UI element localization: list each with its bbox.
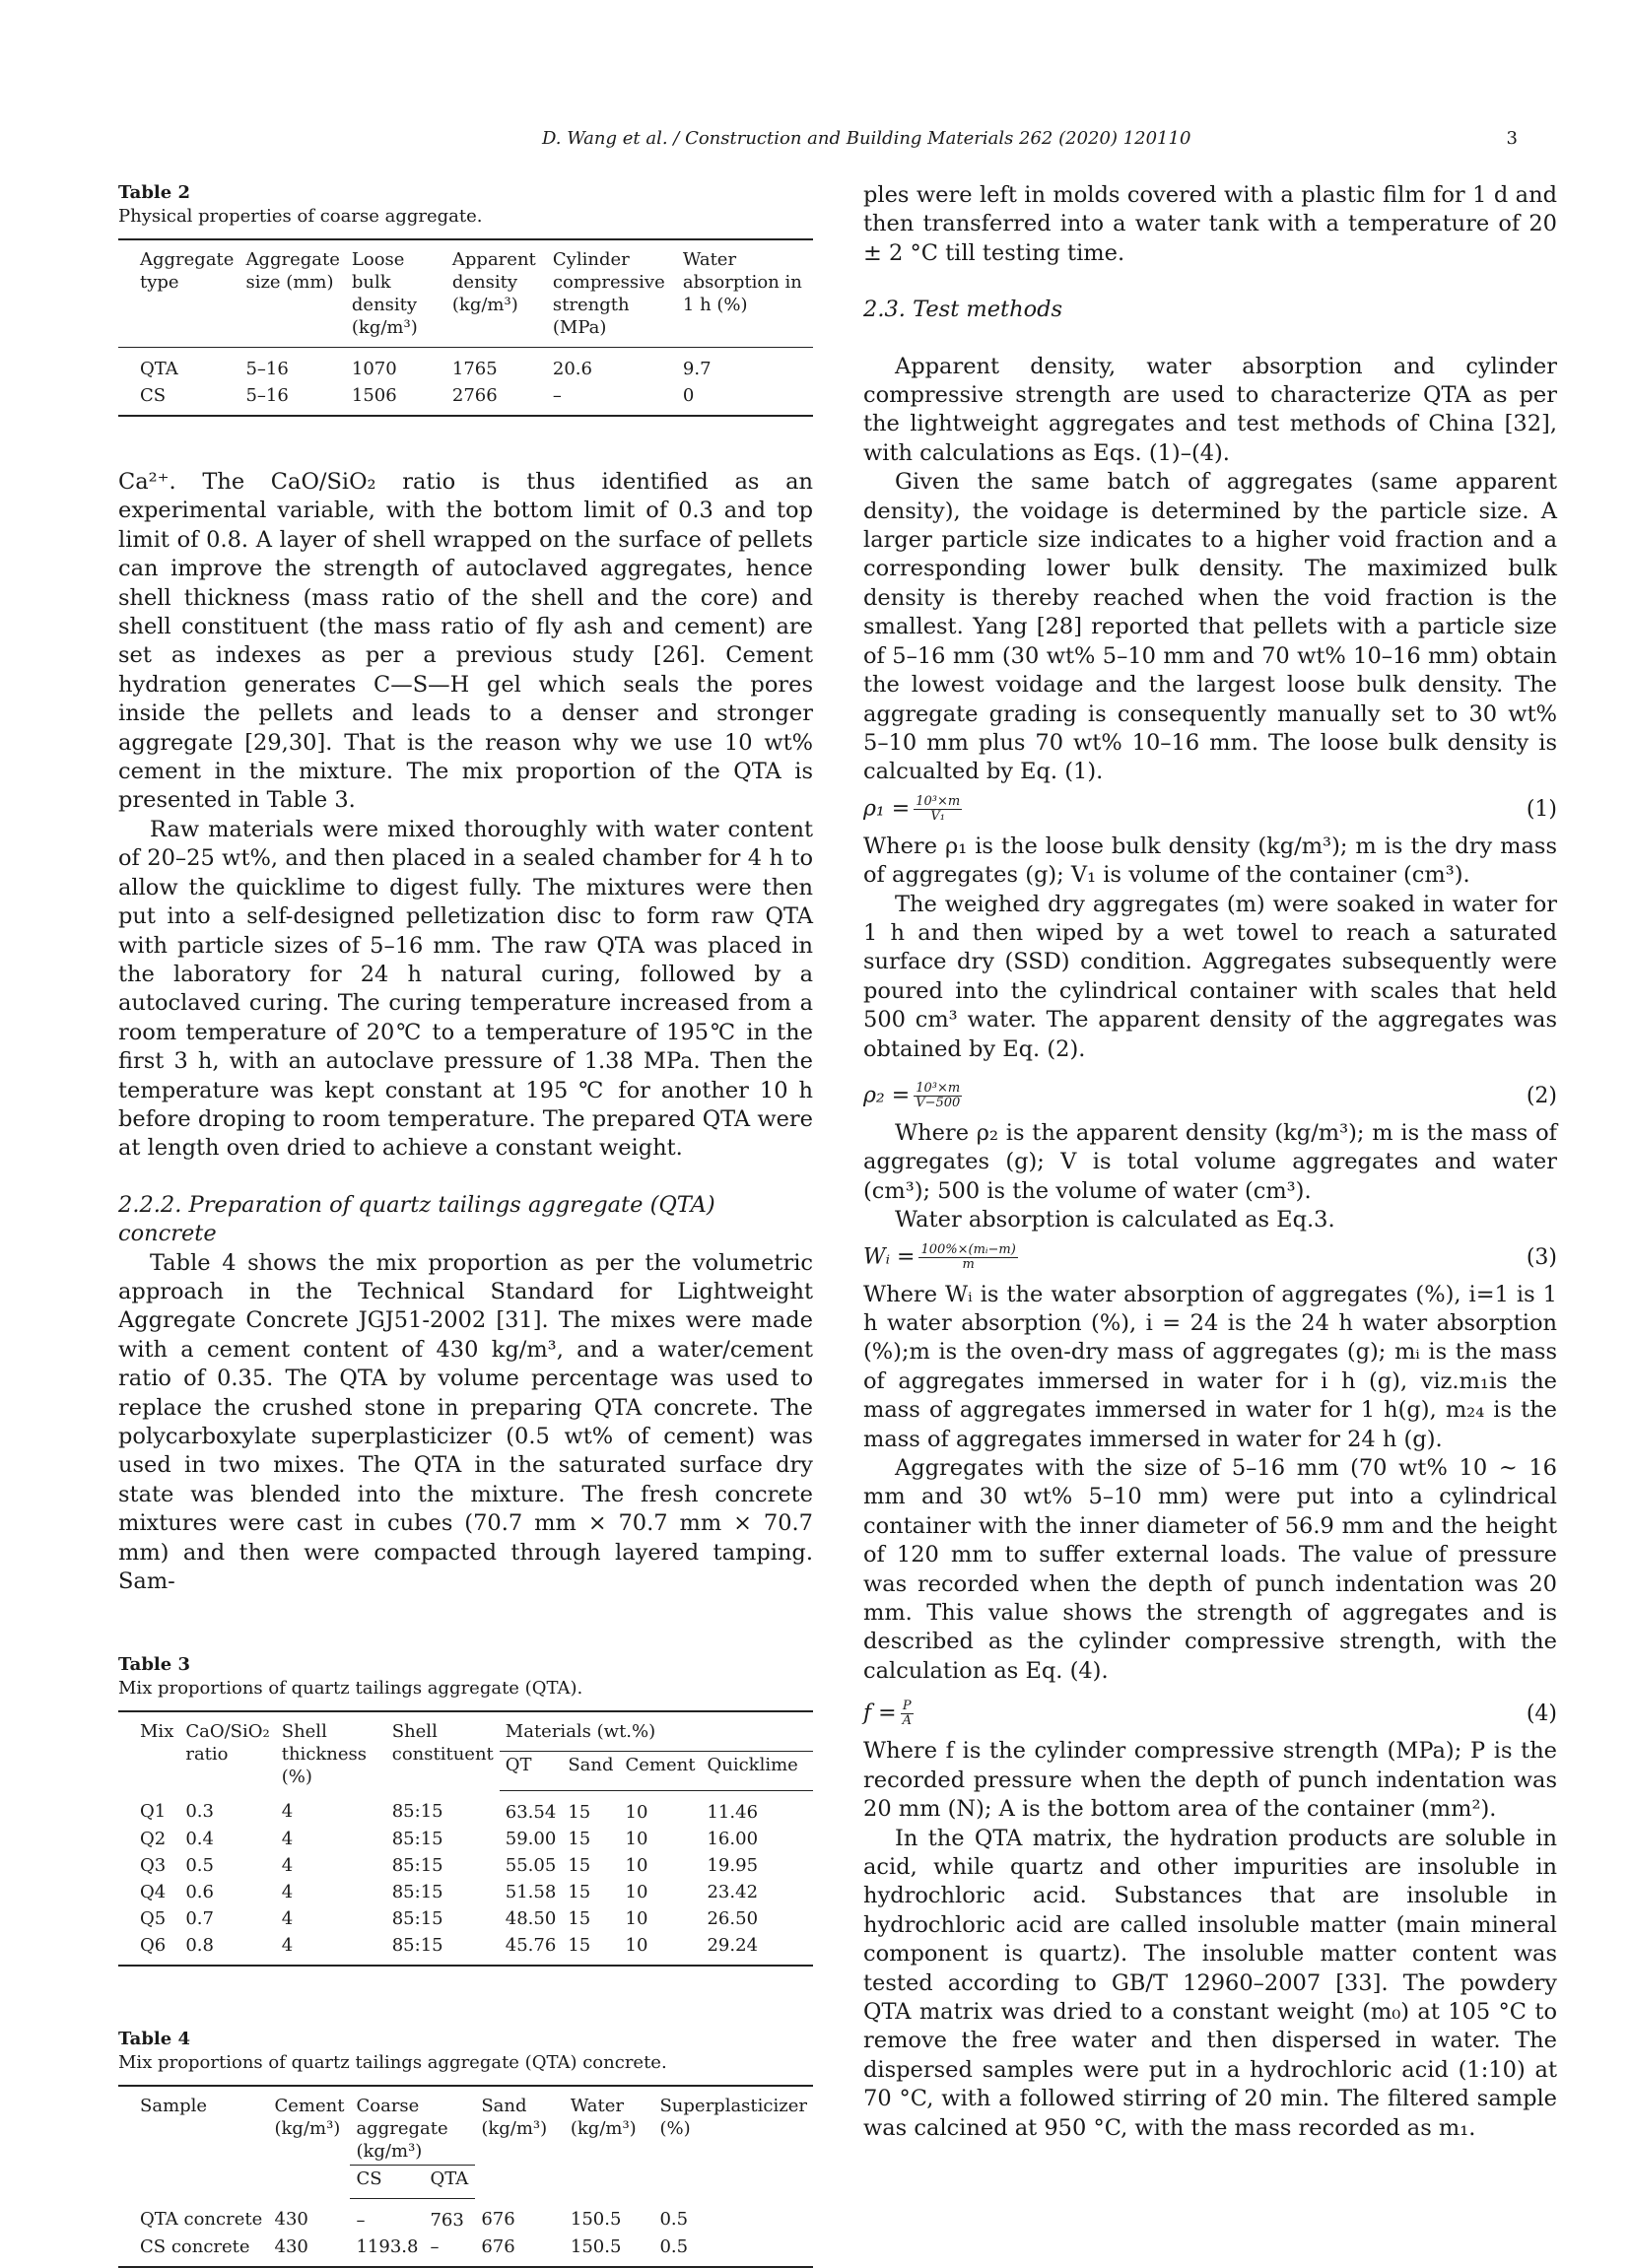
table-cell: 4: [281, 1881, 294, 1902]
body-paragraph: Where ρ₂ is the apparent density (kg/m³); m is the mass of aggregates (g); V is total volume aggregates and water (cm³); 500 is the volume of water (cm³).: [863, 1119, 1557, 1204]
equation-numerator: P: [901, 1700, 914, 1714]
table-cell: 15: [562, 1932, 619, 1966]
table-header-cell: Shell thickness (%): [276, 1711, 386, 1790]
table-cell: 676: [481, 2209, 515, 2231]
table-header-cell: CaO/SiO₂ ratio: [179, 1711, 275, 1790]
body-paragraph: Raw materials were mixed thoroughly with water content of 20–25 wt%, and then placed in a sealed chamber for 4 h to allow the quicklime to digest fully. The mixtures were then put into a self-designed pelletization disc to form raw QTA with particle sizes of 5–16 mm. The raw QTA was placed in the laboratory for 24 h natural curing, followed by a autoclaved curing. The curing temperature increased from a room temperature of 20℃ to a temperature of 195℃ in the first 3 h, with an autoclave pressure of 1.38 MPa. Then the temperature was kept constant at 195 ℃ for another 10 h before droping to room temperature. The prepared QTA were at length oven dried to achieve a constant weight.: [118, 816, 813, 1162]
table-cell: 85:15: [391, 1881, 443, 1902]
table-cell: 85:15: [391, 1907, 443, 1929]
table-cell: Q5: [140, 1907, 167, 1929]
table-cell: 85:15: [386, 1932, 500, 1966]
table-cell: 0.6: [185, 1881, 214, 1902]
body-paragraph: Given the same batch of aggregates (same apparent density), the voidage is determined by the particle size. A larger particle size indicates to a higher void fraction and a corresponding lower bulk density. The maximized bulk density is thereby reached when the void fraction is the smallest. Yang [28] reported that pellets with a particle size of 5–16 mm (30 wt% 5–10 mm and 70 wt% 10–16 mm) obtain the lowest voidage and the largest loose bulk density. The aggregate grading is consequently manually set to 30 wt% 5–10 mm plus 70 wt% 10–16 mm. The loose bulk density is calcualted by Eq. (1).: [863, 469, 1557, 785]
table-cell: 0.4: [185, 1828, 214, 1849]
equation-number: (2): [1526, 1083, 1557, 1108]
table-cell: 1765: [451, 359, 498, 379]
table-header-cell: Materials (wt.%): [500, 1711, 813, 1751]
table-cell: 85:15: [391, 1801, 443, 1823]
table-cell: 15: [568, 1907, 591, 1929]
table-4-grid: [118, 2085, 813, 2268]
section-heading: 2.3. Test methods: [863, 297, 1063, 323]
body-paragraph: Table 4 shows the mix proportion as per the volumetric approach in the Technical Standard for Lightweight Aggregate Concrete JGJ51-2002 [31]. The mixes were made with a cement content of 430 kg/m³, and a water/cement ratio of 0.35. The QTA by volume percentage was used to replace the crushed stone in preparing QTA concrete. The polycarboxylate superplasticizer (0.5 wt% of cement) was used in two mixes. The QTA in the saturated surface dry state was blended into the mixture. The fresh concrete mixtures were cast in cubes (70.7 mm × 70.7 mm × 70.7 mm) and then were compacted through layered tamping. Sam-: [118, 1249, 813, 1595]
table-row: [118, 1790, 813, 1826]
table-row: [118, 1852, 813, 1879]
table-cell: 5–16: [245, 359, 289, 379]
table-cell: 763: [430, 2209, 464, 2231]
table-cell: CS concrete: [118, 2234, 269, 2267]
table-header-cell: Apparent density (kg/m³): [446, 239, 547, 348]
table-header-cell: Cylinder compressive strength (MPa): [547, 239, 677, 348]
running-title: D. Wang et al. / Construction and Building Materials 262 (2020) 120110: [542, 128, 1191, 149]
body-paragraph: Water absorption is calculated as Eq.3.: [895, 1207, 1335, 1234]
equation-number: (4): [1526, 1701, 1557, 1727]
body-paragraph: Where f is the cylinder compressive strength (MPa); P is the recorded pressure when the depth of punch indentation was 20 mm (N); A is the bottom area of the container (mm²).: [863, 1738, 1557, 1823]
table-cell: 1070: [351, 359, 397, 379]
table-header-cell: Coarse aggregate (kg/m³): [350, 2086, 475, 2166]
table-header-cell: Cement (kg/m³): [269, 2086, 351, 2199]
table-row: [118, 1932, 813, 1966]
table-3: [118, 1653, 813, 1967]
table-cell: 0: [677, 382, 813, 416]
table-row: [118, 2198, 813, 2234]
table-row: [118, 348, 813, 383]
table-cell: 430: [269, 2234, 351, 2267]
table-cell: 10: [620, 1932, 702, 1966]
table-3-grid: [118, 1710, 813, 1967]
body-paragraph: Where ρ₁ is the loose bulk density (kg/m³); m is the dry mass of aggregates (g); V₁ is volume of the container (cm³).: [863, 833, 1557, 889]
page-number: 3: [1506, 128, 1518, 149]
body-paragraph: Ca²⁺. The CaO/SiO₂ ratio is thus identified as an experimental variable, with the bottom limit of 0.3 and top limit of 0.8. A layer of shell wrapped on the surface of pellets can improve the strength of autoclaved aggregates, hence shell thickness (mass ratio of the shell and the core) and shell constituent (the mass ratio of fly ash and cement) are set as indexes as per a previous study [26]. Cement hydration generates C—S—H gel which seals the pores inside the pellets and leads to a denser and stronger aggregate [29,30]. That is the reason why we use 10 wt% cement in the mixture. The mix proportion of the QTA is presented in Table 3.: [118, 469, 813, 814]
table-cell: 0.8: [179, 1932, 275, 1966]
table-cell: Q4: [140, 1881, 167, 1902]
table-cell: 10: [625, 1801, 648, 1823]
equation-lhs: ρ₁ =: [863, 796, 911, 822]
table-2: [118, 181, 813, 417]
section-heading: 2.2.2. Preparation of quartz tailings aggregate (QTA) concrete: [118, 1191, 715, 1247]
table-cell: 2766: [446, 382, 547, 416]
table-cell: 15: [568, 1801, 591, 1823]
equation-number: (1): [1526, 796, 1557, 822]
table-cell: 63.54: [505, 1801, 557, 1823]
table-cell: 11.46: [707, 1801, 759, 1823]
table-cell: 19.95: [707, 1854, 759, 1876]
table-header-cell: Aggregate size (mm): [239, 239, 345, 348]
table-cell: 59.00: [505, 1828, 557, 1849]
table-cell: 45.76: [500, 1932, 563, 1966]
table-header-cell: Cement: [620, 1752, 702, 1791]
table-cell: 85:15: [391, 1854, 443, 1876]
equation-lhs: Wᵢ =: [863, 1244, 916, 1270]
table-row: [118, 382, 813, 416]
left-column: [118, 181, 813, 2268]
table-cell: 0.3: [185, 1801, 214, 1823]
table-cell: 1193.8: [350, 2234, 424, 2267]
equation-1: [863, 787, 1557, 833]
equation-2: [863, 1074, 1557, 1119]
equation-denominator: A: [902, 1713, 912, 1729]
table-header-cell: Sample: [118, 2086, 269, 2199]
right-column: [863, 181, 1557, 2143]
table-cell: 9.7: [682, 359, 712, 379]
table-cell: Q3: [140, 1854, 167, 1876]
table-4: [118, 2028, 813, 2268]
table-cell: 15: [568, 1881, 591, 1902]
table-cell: 10: [625, 1854, 648, 1876]
table-cell: 4: [281, 1801, 294, 1823]
table-2-grid: [118, 238, 813, 417]
table-header-cell: Mix: [118, 1711, 179, 1790]
table-cell: 55.05: [505, 1854, 557, 1876]
table-cell: 676: [475, 2234, 565, 2267]
table-cell: 150.5: [570, 2209, 622, 2231]
table-cell: 26.50: [707, 1907, 759, 1929]
table-header-cell: Aggregate type: [118, 239, 239, 348]
equation-3: [863, 1235, 1557, 1281]
table-cell: 0.7: [185, 1907, 214, 1929]
table-header-cell: QT: [500, 1752, 563, 1791]
table-cell: 4: [281, 1828, 294, 1849]
table-header-cell: Sand: [562, 1752, 619, 1791]
equation-lhs: f =: [863, 1701, 897, 1726]
table-header-cell: Quicklime: [701, 1752, 813, 1791]
table-header-cell: Water (kg/m³): [565, 2086, 654, 2199]
body-paragraph: The weighed dry aggregates (m) were soaked in water for 1 h and then wiped by a wet towel to reach a saturated surface dry (SSD) condition. Aggregates subsequently were poured into the cylindrical container with scales that held 500 cm³ water. The apparent density of the aggregates was obtained by Eq. (2).: [863, 891, 1557, 1062]
table-cell: 23.42: [707, 1881, 759, 1902]
table-header-cell: CS: [350, 2165, 424, 2198]
table-cell: Q6: [118, 1932, 179, 1966]
table-cell: 20.6: [552, 359, 592, 379]
table-cell: 4: [276, 1932, 386, 1966]
table-cell: –: [356, 2209, 366, 2231]
table-cell: 10: [625, 1881, 648, 1902]
table-4-caption: Mix proportions of quartz tailings aggregate (QTA) concrete.: [118, 2051, 667, 2073]
equation-denominator: V₁: [930, 808, 945, 824]
table-header-cell: Shell constituent: [386, 1711, 500, 1790]
table-row: [118, 1905, 813, 1932]
equation-number: (3): [1526, 1244, 1557, 1270]
table-cell: 4: [281, 1907, 294, 1929]
table-cell: 150.5: [565, 2234, 654, 2267]
body-paragraph: In the QTA matrix, the hydration products are soluble in acid, while quartz and other impurities are insoluble in hydrochloric acid. Substances that are insoluble in hydrochloric acid are called insoluble matter (main mineral component is quartz). The insoluble matter content was tested according to GB/T 12960–2007 [33]. The powdery QTA matrix was dried to a constant weight (m₀) at 105 °C to remove the free water and then dispersed in water. The dispersed samples were put in a hydrochloric acid (1:10) at 70 °C, with a followed stirring of 20 min. The filtered sample was calcined at 950 °C, with the mass recorded as m₁.: [863, 1825, 1557, 2141]
equation-numerator: 100%×(mᵢ−m): [920, 1241, 1016, 1257]
table-cell: 10: [625, 1907, 648, 1929]
running-header: [118, 124, 1518, 154]
table-2-caption: Physical properties of coarse aggregate.: [118, 206, 483, 227]
table-cell: 15: [568, 1828, 591, 1849]
table-cell: Q2: [140, 1828, 167, 1849]
body-paragraph: Where Wᵢ is the water absorption of aggregates (%), i=1 is 1 h water absorption (%), i = 24 is the 24 h water absorption (%);m is the oven-dry mass of aggregates (g); mᵢ is the mass of aggregates immersed in water for i h (g), viz.m₁is the mass of aggregates immersed in water for 1 h(g), m₂₄ is the mass of aggregates immersed in water for 24 h (g).: [863, 1281, 1557, 1452]
table-header-cell: Sand (kg/m³): [475, 2086, 565, 2199]
table-row: [118, 1826, 813, 1852]
table-cell: 10: [625, 1828, 648, 1849]
equation-denominator: m: [962, 1256, 975, 1272]
equation-numerator: 10³×m: [914, 1082, 962, 1097]
table-cell: 0.5: [185, 1854, 214, 1876]
table-cell: 48.50: [505, 1907, 557, 1929]
table-4-label: Table 4: [118, 2028, 191, 2049]
equation-4: [863, 1692, 1557, 1737]
table-header-cell: Loose bulk density (kg/m³): [346, 239, 446, 348]
equation-lhs: ρ₂ =: [863, 1083, 911, 1108]
table-cell: –: [424, 2234, 475, 2267]
body-paragraph: Aggregates with the size of 5–16 mm (70 wt% 10 ~ 16 mm and 30 wt% 5–10 mm) were put into a cylindrical container with the inner diameter of 56.9 mm and the height of 120 mm to suffer external loads. The value of pressure was recorded when the depth of punch indentation was 20 mm. This value shows the strength of aggregates and is described as the cylinder compressive strength, with the calculation as Eq. (4).: [863, 1455, 1557, 1684]
table-cell: 29.24: [701, 1932, 813, 1966]
table-header-cell: Water absorption in 1 h (%): [677, 239, 813, 348]
table-3-label: Table 3: [118, 1654, 191, 1676]
body-paragraph: ples were left in molds covered with a plastic film for 1 d and then transferred into a water tank with a temperature of 20 ± 2 °C till testing time.: [863, 182, 1557, 266]
table-2-label: Table 2: [118, 182, 191, 203]
table-cell: 1506: [346, 382, 446, 416]
table-3-caption: Mix proportions of quartz tailings aggregate (QTA).: [118, 1678, 583, 1700]
table-header-cell: QTA: [424, 2165, 475, 2198]
table-cell: QTA: [140, 359, 178, 379]
table-row: [118, 2234, 813, 2267]
table-cell: 0.5: [653, 2234, 813, 2267]
table-cell: 85:15: [391, 1828, 443, 1849]
table-cell: 5–16: [239, 382, 345, 416]
equation-numerator: 10³×m: [916, 793, 961, 809]
table-cell: 430: [274, 2209, 308, 2231]
table-row: [118, 1879, 813, 1905]
equation-denominator: V−500: [916, 1095, 961, 1110]
table-cell: 51.58: [505, 1881, 557, 1902]
table-cell: CS: [118, 382, 239, 416]
body-paragraph: Apparent density, water absorption and cylinder compressive strength are used to characterize QTA as per the lightweight aggregates and test methods of China [32], with calculations as Eqs. (1)–(4).: [863, 353, 1557, 466]
table-header-cell: Superplasticizer (%): [653, 2086, 813, 2199]
table-cell: –: [547, 382, 677, 416]
table-cell: 15: [568, 1854, 591, 1876]
table-cell: 16.00: [707, 1828, 759, 1849]
table-cell: QTA concrete: [140, 2209, 263, 2231]
table-cell: Q1: [140, 1801, 167, 1823]
table-cell: 4: [281, 1854, 294, 1876]
table-cell: 0.5: [659, 2209, 689, 2231]
